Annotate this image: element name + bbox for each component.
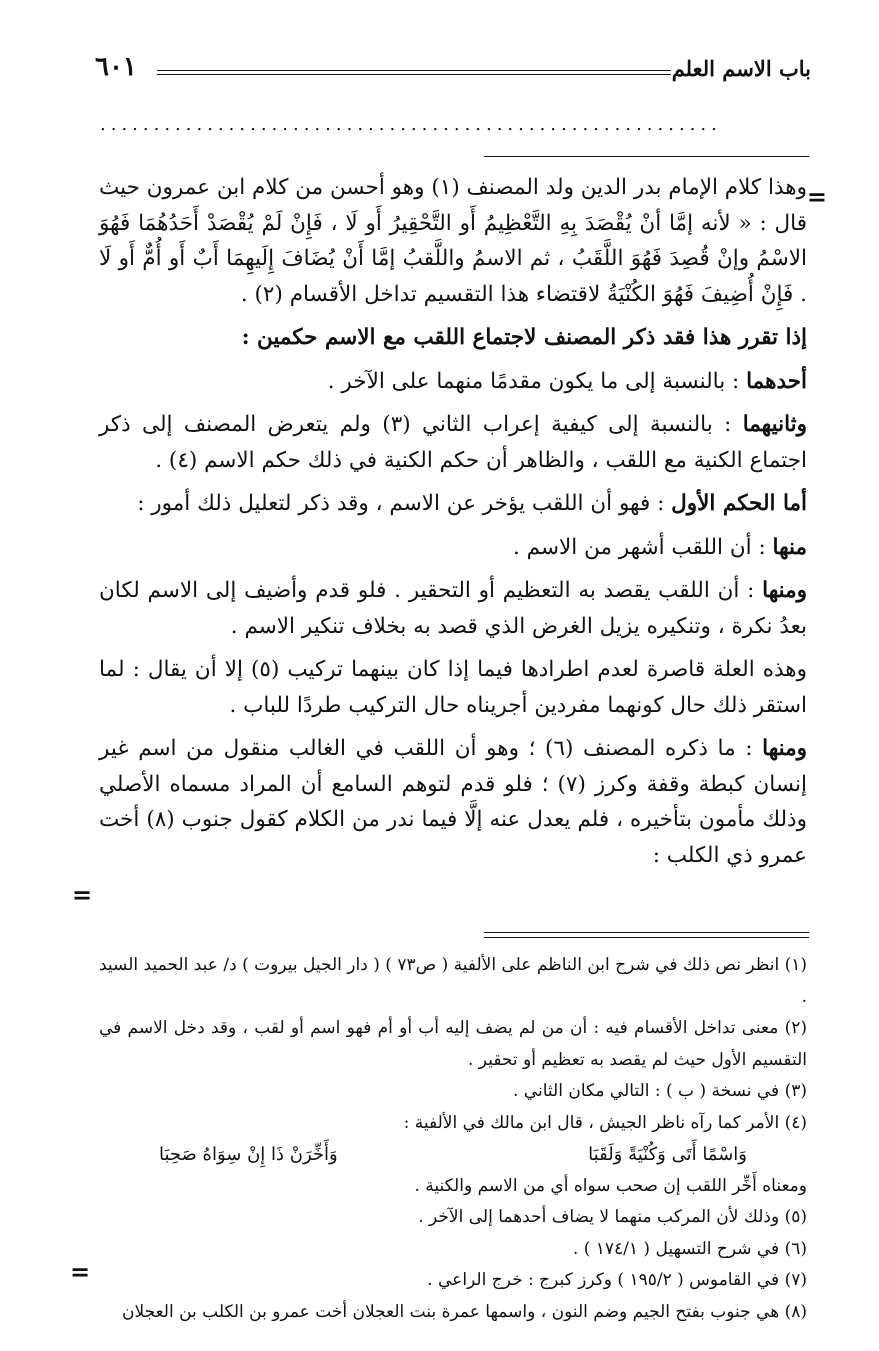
running-title: باب الاسم العلم bbox=[671, 56, 811, 81]
verse-hemistich-1: وَاسْمًا أَتَى وَكُنْيَةً وَلَقَبَا bbox=[588, 1144, 747, 1165]
footnote-6: (٦) في شرح التسهيل ( ١٧٤/١ ) . bbox=[572, 1238, 807, 1259]
paragraph-lead: منها bbox=[772, 534, 807, 560]
footnote-5: (٥) وذلك لأن المركب منهما لا يضاف أحدهما إلى الآخر . bbox=[418, 1207, 807, 1227]
dotted-separator: .......................................................... bbox=[100, 118, 722, 132]
footnote-rule bbox=[484, 932, 809, 938]
paragraph-second bbox=[99, 407, 807, 478]
poetry-verse bbox=[99, 1139, 807, 1171]
paragraph-lead: ومنها bbox=[762, 578, 807, 603]
paragraph-objection: وهذه العلة قاصرة لعدم اطرادها فيما إذا كان بينهما تركيب (٥) إلا أن يقال : لما استقر ذلك حال كونهما مفردين أجريناه حال التركيب طردًا للباب . bbox=[99, 657, 807, 718]
page-header bbox=[95, 52, 811, 86]
verse-hemistich-2: وَأَخِّرَنْ ذَا إِنْ سِوَاهُ صَحِبَا bbox=[159, 1144, 338, 1165]
paragraph-body: : فهو أن اللقب يؤخر عن الاسم ، وقد ذكر لتعليل ذلك أمور : bbox=[137, 491, 672, 516]
continuation-mark-footnote: = bbox=[70, 1257, 91, 1286]
paragraph-body: : بالنسبة إلى كيفية إعراب الثاني (٣) ولم يتعرض المصنف إلى ذكر اجتماع الكنية مع اللقب ، والظاهر أن حكم الكنية في ذلك حكم الاسم (٤) . bbox=[99, 412, 807, 473]
paragraph-lead: وثانيهما bbox=[742, 412, 807, 437]
paragraph-reason-3 bbox=[99, 731, 807, 873]
footnote-4: (٤) الأمر كما رآه ناظر الجيش ، قال ابن مالك في الألفية : bbox=[403, 1112, 807, 1133]
section-rule bbox=[484, 156, 809, 157]
paragraph-two-rulings bbox=[99, 320, 807, 356]
footnote-4-explanation: ومعناه أَخِّر اللقب إن صحب سواه أي من الاسم والكنية . bbox=[414, 1175, 807, 1196]
continuation-mark-bottom: = bbox=[72, 880, 93, 909]
paragraph-body: : أن اللقب يقصد به التعظيم أو التحقير . فلو قدم وأضيف إلى الاسم لكان بعدُ نكرة ، وتنكيره يزيل الغرض الذي قصد به بخلاف تنكير الاسم . bbox=[99, 578, 807, 639]
paragraph-lead: أما الحكم الأول bbox=[671, 491, 807, 516]
footnotes bbox=[99, 950, 807, 1328]
paragraph-reason-1 bbox=[99, 530, 807, 566]
paragraph-first-ruling bbox=[99, 486, 807, 522]
paragraph-body: : ما ذكره المصنف (٦) ؛ وهو أن اللقب في الغالب منقول من اسم غير إنسان كبطة وقفة وكرز (٧) ؛ فلو قدم لتوهم السامع أن المراد مسماه الأصلي وذلك مأمون بتأخيره ، فلم يعدل عنه إلَّا فيما ندر من الكلام كقول جنوب (٨) أخت عمرو ذي الكلب : bbox=[99, 736, 807, 868]
footnote-7: (٧) في القاموس ( ١٩٥/٢ ) وكرز كبرج : خرج الراعي . bbox=[427, 1270, 807, 1290]
footnote-1: (١) انظر نص ذلك في شرح ابن الناظم على الألفية ( ص٧٣ ) ( دار الجيل بيروت ) د/ عبد الحميد السيد . bbox=[99, 955, 807, 1007]
paragraph-quote: وهذا كلام الإمام بدر الدين ولد المصنف (١) وهو أحسن من كلام ابن عمرون حيث قال : « لأنه إمَّا أنْ يُقْصَدَ بِهِ التَّعْظِيمُ أَو التَّحْقِيرُ أَو لَا ، فَإِنْ لَمْ يُقْصَدْ أَحَدُهُمَا فَهُوَ الاسْمُ وإنْ قُصِدَ فَهُوَ اللَّقَبُ ، ثم الاسمُ واللَّقبُ إمَّا أَنْ يُضَافَ إِلَيهِمَا أَبٌ أَو أُمٌّ أَو لَا . فَإِنْ أُضِيفَ فَهُوَ الكُنْيَةُ لاقتضاء هذا التقسيم تداخل الأقسام (٢) . bbox=[99, 175, 808, 307]
paragraph-reason-2 bbox=[99, 573, 807, 644]
paragraph-body: : أن اللقب أشهر من الاسم . bbox=[513, 534, 773, 560]
paragraph-first bbox=[99, 364, 807, 400]
footnote-3: (٣) في نسخة ( ب ) : التالي مكان الثاني . bbox=[513, 1081, 807, 1101]
main-text bbox=[99, 170, 807, 879]
footnote-8: (٨) هي جنوب بفتح الجيم وضم النون ، واسمها عمرة بنت العجلان أخت عمرو بن الكلب بن العجلان bbox=[121, 1301, 807, 1322]
continuation-mark-top: = bbox=[806, 182, 827, 211]
paragraph-body: : بالنسبة إلى ما يكون مقدمًا منهما على الآخر . bbox=[327, 368, 747, 394]
paragraph-heading: إذا تقرر هذا فقد ذكر المصنف لاجتماع اللقب مع الاسم حكمين : bbox=[241, 325, 807, 350]
paragraph-lead: ومنها bbox=[762, 736, 807, 761]
footnote-2: (٢) معنى تداخل الأقسام فيه : أن من لم يضف إليه أب أو أم فهو اسم أو لقب ، وقد دخل الاسم في التقسيم الأول حيث لم يقصد به تعظيم أو تحقير . bbox=[99, 1018, 807, 1070]
paragraph-lead: أحدهما bbox=[746, 368, 807, 394]
header-rule bbox=[157, 70, 671, 75]
page-number: ٦٠١ bbox=[95, 52, 137, 82]
